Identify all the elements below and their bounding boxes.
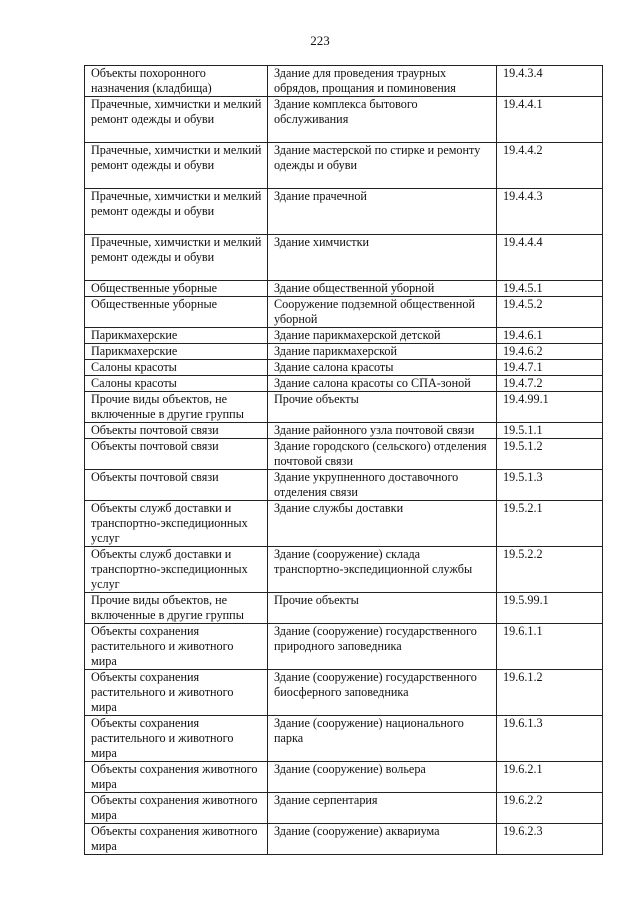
classification-code-cell: 19.4.6.1 — [497, 328, 603, 344]
object-type-cell: Объекты похоронного назначения (кладбища) — [85, 66, 268, 97]
classification-code-cell: 19.4.4.2 — [497, 143, 603, 189]
table-row — [85, 344, 603, 360]
table-body — [85, 66, 603, 855]
classification-code-cell: 19.5.1.1 — [497, 423, 603, 439]
building-type-cell: Здание парикмахерской — [268, 344, 497, 360]
building-type-cell: Здание прачечной — [268, 189, 497, 235]
classification-code-cell: 19.5.99.1 — [497, 593, 603, 624]
table-row — [85, 376, 603, 392]
object-type-cell: Прачечные, химчистки и мелкий ремонт одежды и обуви — [85, 189, 268, 235]
building-type-cell: Здание химчистки — [268, 235, 497, 281]
table-row — [85, 824, 603, 855]
building-type-cell: Здание общественной уборной — [268, 281, 497, 297]
building-type-cell: Сооружение подземной общественной уборной — [268, 297, 497, 328]
classification-code-cell: 19.5.2.2 — [497, 547, 603, 593]
object-type-cell: Объекты служб доставки и транспортно-экспедиционных услуг — [85, 547, 268, 593]
classification-code-cell: 19.4.4.1 — [497, 97, 603, 143]
classification-code-cell: 19.4.7.2 — [497, 376, 603, 392]
building-type-cell: Здание (сооружение) вольера — [268, 762, 497, 793]
classification-code-cell: 19.6.2.2 — [497, 793, 603, 824]
table-row — [85, 762, 603, 793]
table-row — [85, 97, 603, 143]
building-type-cell: Здание (сооружение) национального парка — [268, 716, 497, 762]
object-type-cell: Объекты сохранения животного мира — [85, 762, 268, 793]
classification-code-cell: 19.4.5.2 — [497, 297, 603, 328]
object-type-cell: Парикмахерские — [85, 328, 268, 344]
object-type-cell: Прачечные, химчистки и мелкий ремонт одежды и обуви — [85, 97, 268, 143]
object-type-cell: Общественные уборные — [85, 297, 268, 328]
table-row — [85, 360, 603, 376]
classification-code-cell: 19.4.7.1 — [497, 360, 603, 376]
object-type-cell: Общественные уборные — [85, 281, 268, 297]
object-type-cell: Салоны красоты — [85, 360, 268, 376]
building-type-cell: Здание (сооружение) склада транспортно-экспедиционной службы — [268, 547, 497, 593]
classification-code-cell: 19.4.99.1 — [497, 392, 603, 423]
building-type-cell: Здание комплекса бытового обслуживания — [268, 97, 497, 143]
building-type-cell: Здание (сооружение) государственного биосферного заповедника — [268, 670, 497, 716]
object-type-cell: Прачечные, химчистки и мелкий ремонт одежды и обуви — [85, 235, 268, 281]
building-type-cell: Здание парикмахерской детской — [268, 328, 497, 344]
classification-code-cell: 19.5.1.3 — [497, 470, 603, 501]
building-type-cell: Здание серпентария — [268, 793, 497, 824]
building-type-cell: Здание районного узла почтовой связи — [268, 423, 497, 439]
classification-table — [84, 65, 603, 855]
object-type-cell: Объекты сохранения растительного и животного мира — [85, 670, 268, 716]
building-type-cell: Здание салона красоты со СПА-зоной — [268, 376, 497, 392]
page-number: 223 — [310, 33, 330, 48]
classification-code-cell: 19.6.2.1 — [497, 762, 603, 793]
object-type-cell: Объекты сохранения растительного и животного мира — [85, 624, 268, 670]
building-type-cell: Прочие объекты — [268, 593, 497, 624]
table-row — [85, 189, 603, 235]
table-row — [85, 439, 603, 470]
table-row — [85, 281, 603, 297]
table-row — [85, 66, 603, 97]
classification-code-cell: 19.4.5.1 — [497, 281, 603, 297]
classification-code-cell: 19.6.1.1 — [497, 624, 603, 670]
classification-code-cell: 19.5.1.2 — [497, 439, 603, 470]
building-type-cell: Здание для проведения траурных обрядов, прощания и поминовения — [268, 66, 497, 97]
object-type-cell: Салоны красоты — [85, 376, 268, 392]
building-type-cell: Здание городского (сельского) отделения почтовой связи — [268, 439, 497, 470]
building-type-cell: Здание салона красоты — [268, 360, 497, 376]
classification-code-cell: 19.6.1.2 — [497, 670, 603, 716]
object-type-cell: Объекты почтовой связи — [85, 439, 268, 470]
object-type-cell: Прачечные, химчистки и мелкий ремонт одежды и обуви — [85, 143, 268, 189]
table-row — [85, 624, 603, 670]
table-row — [85, 297, 603, 328]
object-type-cell: Объекты почтовой связи — [85, 470, 268, 501]
table-row — [85, 235, 603, 281]
table-row — [85, 547, 603, 593]
classification-code-cell: 19.4.6.2 — [497, 344, 603, 360]
building-type-cell: Здание (сооружение) государственного природного заповедника — [268, 624, 497, 670]
building-type-cell: Здание укрупненного доставочного отделения связи — [268, 470, 497, 501]
object-type-cell: Объекты почтовой связи — [85, 423, 268, 439]
classification-code-cell: 19.5.2.1 — [497, 501, 603, 547]
classification-code-cell: 19.6.2.3 — [497, 824, 603, 855]
table-row — [85, 328, 603, 344]
object-type-cell: Прочие виды объектов, не включенные в другие группы — [85, 593, 268, 624]
table-row — [85, 423, 603, 439]
table-row — [85, 470, 603, 501]
table-row — [85, 670, 603, 716]
object-type-cell: Прочие виды объектов, не включенные в другие группы — [85, 392, 268, 423]
building-type-cell: Здание мастерской по стирке и ремонту одежды и обуви — [268, 143, 497, 189]
object-type-cell: Объекты сохранения животного мира — [85, 824, 268, 855]
classification-code-cell: 19.4.3.4 — [497, 66, 603, 97]
table-row — [85, 793, 603, 824]
object-type-cell: Объекты служб доставки и транспортно-экспедиционных услуг — [85, 501, 268, 547]
building-type-cell: Здание службы доставки — [268, 501, 497, 547]
object-type-cell: Объекты сохранения растительного и животного мира — [85, 716, 268, 762]
object-type-cell: Объекты сохранения животного мира — [85, 793, 268, 824]
building-type-cell: Прочие объекты — [268, 392, 497, 423]
table-row — [85, 501, 603, 547]
object-type-cell: Парикмахерские — [85, 344, 268, 360]
table-row — [85, 143, 603, 189]
classification-code-cell: 19.4.4.4 — [497, 235, 603, 281]
table-row — [85, 593, 603, 624]
table-row — [85, 716, 603, 762]
classification-code-cell: 19.4.4.3 — [497, 189, 603, 235]
building-type-cell: Здание (сооружение) аквариума — [268, 824, 497, 855]
table-row — [85, 392, 603, 423]
classification-code-cell: 19.6.1.3 — [497, 716, 603, 762]
